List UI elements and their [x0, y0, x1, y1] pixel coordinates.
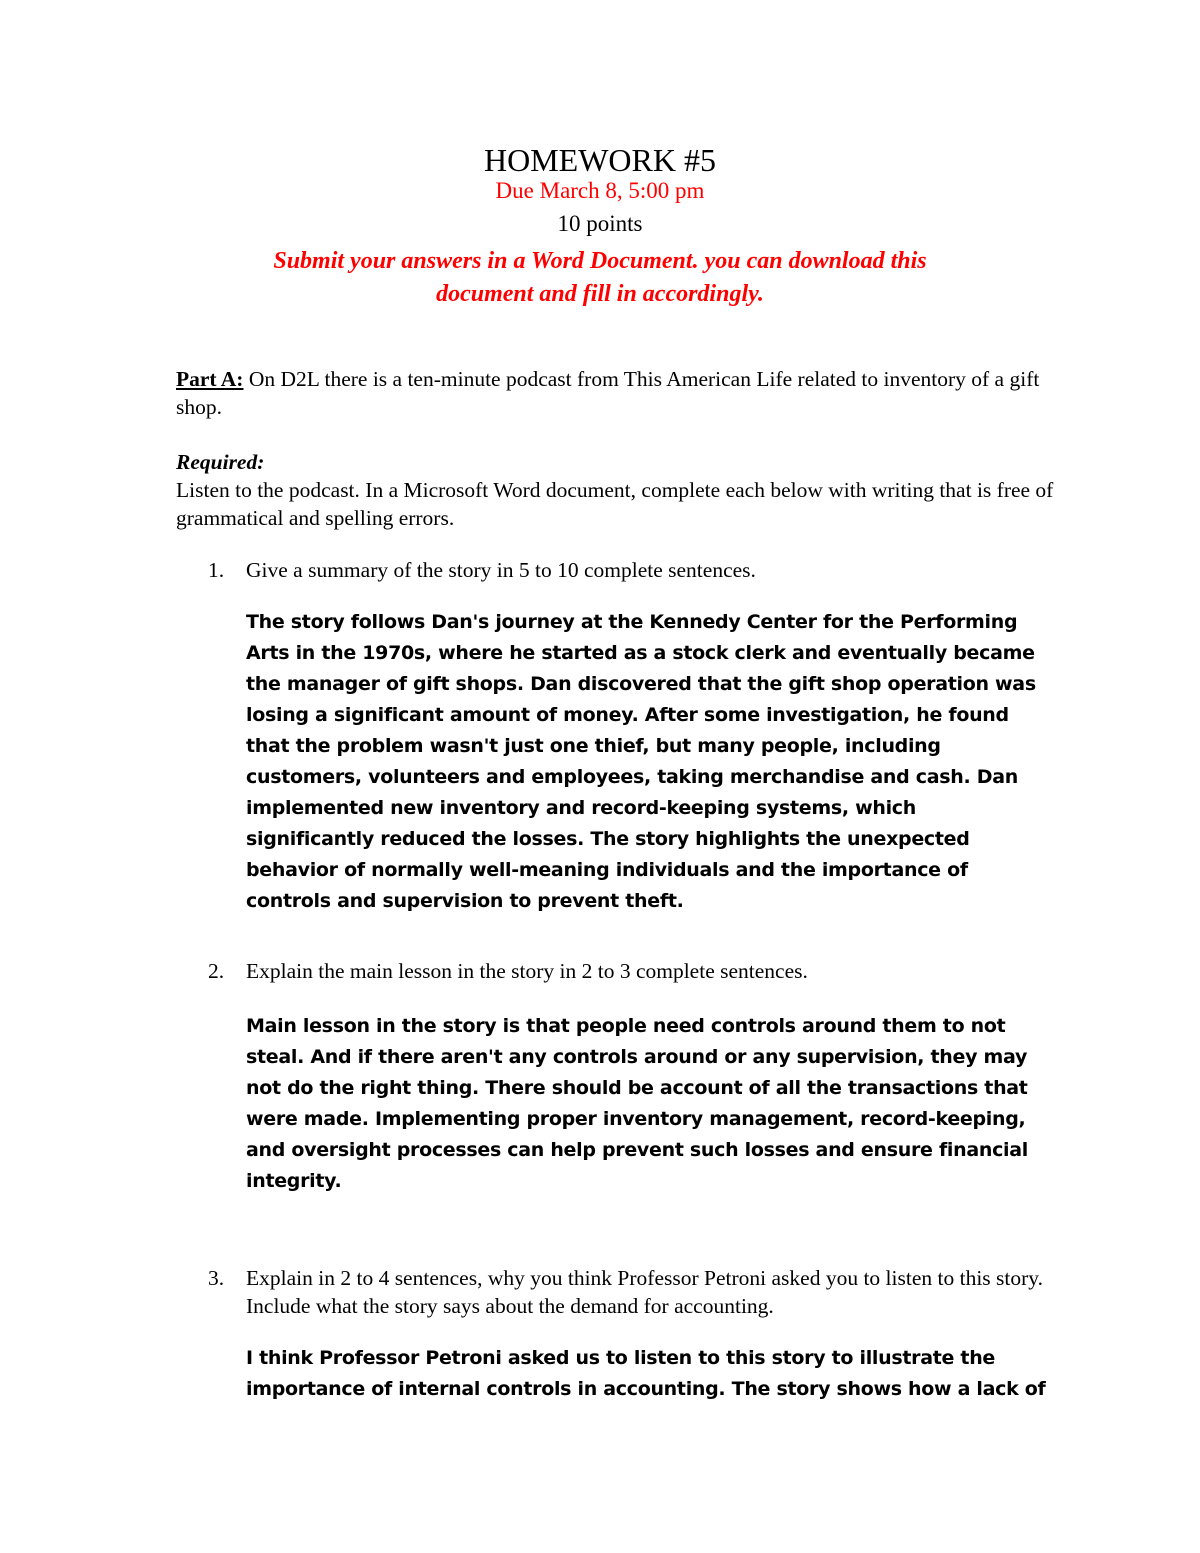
part-a-text: On D2L there is a ten-minute podcast from This American Life related to inventory of a gift shop. — [176, 367, 1040, 419]
part-a-label: Part A: — [176, 367, 244, 391]
part-a-paragraph — [176, 365, 1056, 421]
instruction-line-1: Submit your answers in a Word Document. you can download this — [273, 248, 927, 274]
required-text: Listen to the podcast. In a Microsoft Word document, complete each below with writing that is free of grammatical and spelling errors. — [176, 478, 1054, 530]
answer-1: The story follows Dan's journey at the Kennedy Center for the Performing Arts in the 1970s, where he started as a stock clerk and eventually became the manager of gift shops. Dan discovered that the gift shop operation was losing a significant amount of money. After some investigation, he found that the problem wasn't just one thief, but many people, including customers, volunteers and employees, taking merchandise and cash. Dan implemented new inventory and record-keeping systems, which significantly reduced the losses. The story highlights the unexpected behavior of normally well-meaning individuals and the importance of controls and supervision to prevent theft. — [246, 611, 1036, 912]
answer-2: Main lesson in the story is that people need controls around them to not steal. And if there aren't any controls around or any supervision, they may not do the right thing. There should be account of all the transactions that were made. Implementing proper inventory management, record-keeping, and oversight processes can help prevent such losses and ensure financial integrity. — [246, 1015, 1029, 1192]
points-value: 10 points — [557, 211, 643, 236]
submission-instructions — [0, 245, 1200, 311]
required-label: Required: — [176, 450, 265, 474]
page-title: HOMEWORK #5 — [484, 142, 716, 178]
question-number: 2. — [208, 959, 225, 983]
question-number: 1. — [208, 558, 225, 582]
instruction-line-2: document and fill in accordingly. — [436, 281, 764, 307]
question-prompt: Explain in 2 to 4 sentences, why you think Professor Petroni asked you to listen to this story. Include what the story says about the demand for accounting. — [246, 1266, 1044, 1318]
question-number: 3. — [208, 1266, 225, 1290]
required-paragraph — [176, 448, 1056, 532]
question-prompt: Explain the main lesson in the story in 2 to 3 complete sentences. — [246, 959, 808, 983]
answer-3: I think Professor Petroni asked us to listen to this story to illustrate the importance of internal controls in accounting. The story shows how a lack of — [246, 1347, 1046, 1400]
due-date: Due March 8, 5:00 pm — [495, 178, 705, 203]
question-prompt: Give a summary of the story in 5 to 10 complete sentences. — [246, 558, 756, 582]
